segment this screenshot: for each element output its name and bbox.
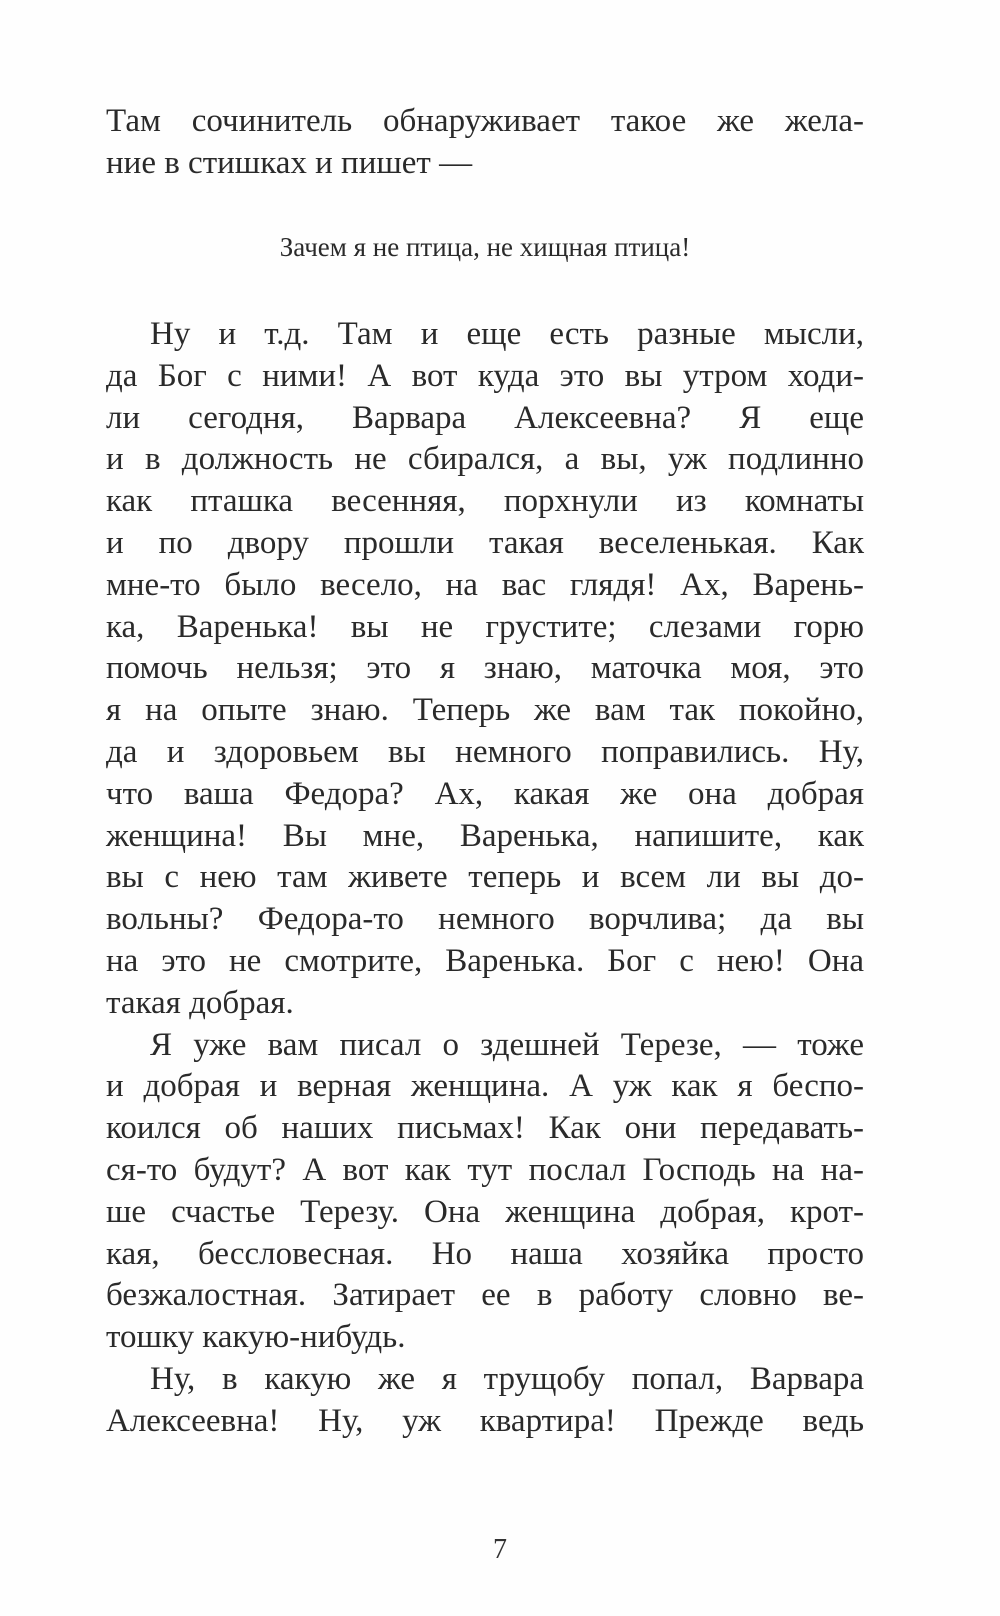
text-line: кая, бессловесная. Но наша хозяйка просто: [106, 1235, 864, 1272]
text-line: Ну и т.д. Там и еще есть разные мысли,: [150, 316, 864, 352]
verse-quote: Зачем я не птица, не хищная птица!: [279, 232, 691, 262]
text-line: что ваша Федора? Ах, какая же она добрая: [106, 775, 864, 812]
text-line: женщина! Вы мне, Варенька, напишите, как: [106, 817, 864, 854]
page-number: 7: [493, 1534, 507, 1565]
text-line: ние в стишках и пишет —: [106, 144, 473, 181]
text-line: да Бог с ними! А вот куда это вы утром ходи-: [106, 357, 864, 394]
intro-paragraph: [106, 101, 864, 185]
text-line: тошку какую-нибудь.: [106, 1319, 406, 1356]
text-line: ка, Варенька! вы не грустите; слезами горю: [106, 608, 864, 645]
text-line: ся-то будут? А вот как тут послал Господь на на-: [106, 1151, 864, 1188]
text-line: безжалостная. Затирает ее в работу словно ве-: [106, 1277, 864, 1314]
text-line: такая добрая.: [106, 984, 294, 1021]
text-line: и добрая и верная женщина. А уж как я беспо-: [106, 1068, 864, 1105]
text-line: Ну, в какую же я трущобу попал, Варвара: [150, 1360, 864, 1397]
text-line: на это не смотрите, Варенька. Бог с нею! Она: [106, 942, 864, 979]
text-line: вольны? Федора-то немного ворчлива; да вы: [106, 901, 864, 938]
text-line: и по двору прошли такая веселенькая. Как: [106, 524, 864, 561]
text-line: ли сегодня, Варвара Алексеевна? Я еще: [106, 399, 864, 436]
text-line: вы с нею там живете теперь и всем ли вы до-: [106, 859, 864, 896]
text-line: помочь нельзя; это я знаю, маточка моя, это: [106, 650, 864, 687]
body-text: [106, 314, 864, 1443]
text-line: Я уже вам писал о здешней Терезе, — тоже: [150, 1026, 864, 1063]
text-line: Алексеевна! Ну, уж квартира! Прежде ведь: [106, 1402, 864, 1439]
text-line: Там сочинитель обнаруживает такое же жела-: [106, 103, 864, 139]
text-line: я на опыте знаю. Теперь же вам так покойно,: [106, 692, 864, 729]
text-line: коился об наших письмах! Как они передавать-: [106, 1110, 864, 1147]
text-line: ше счастье Терезу. Она женщина добрая, крот-: [106, 1193, 864, 1230]
text-line: мне-то было весело, на вас глядя! Ах, Варень-: [106, 566, 864, 603]
text-line: как пташка весенняя, порхнули из комнаты: [106, 483, 864, 520]
text-line: да и здоровьем вы немного поправились. Ну,: [106, 733, 864, 770]
text-line: и в должность не сбирался, а вы, уж подлинно: [106, 441, 864, 478]
